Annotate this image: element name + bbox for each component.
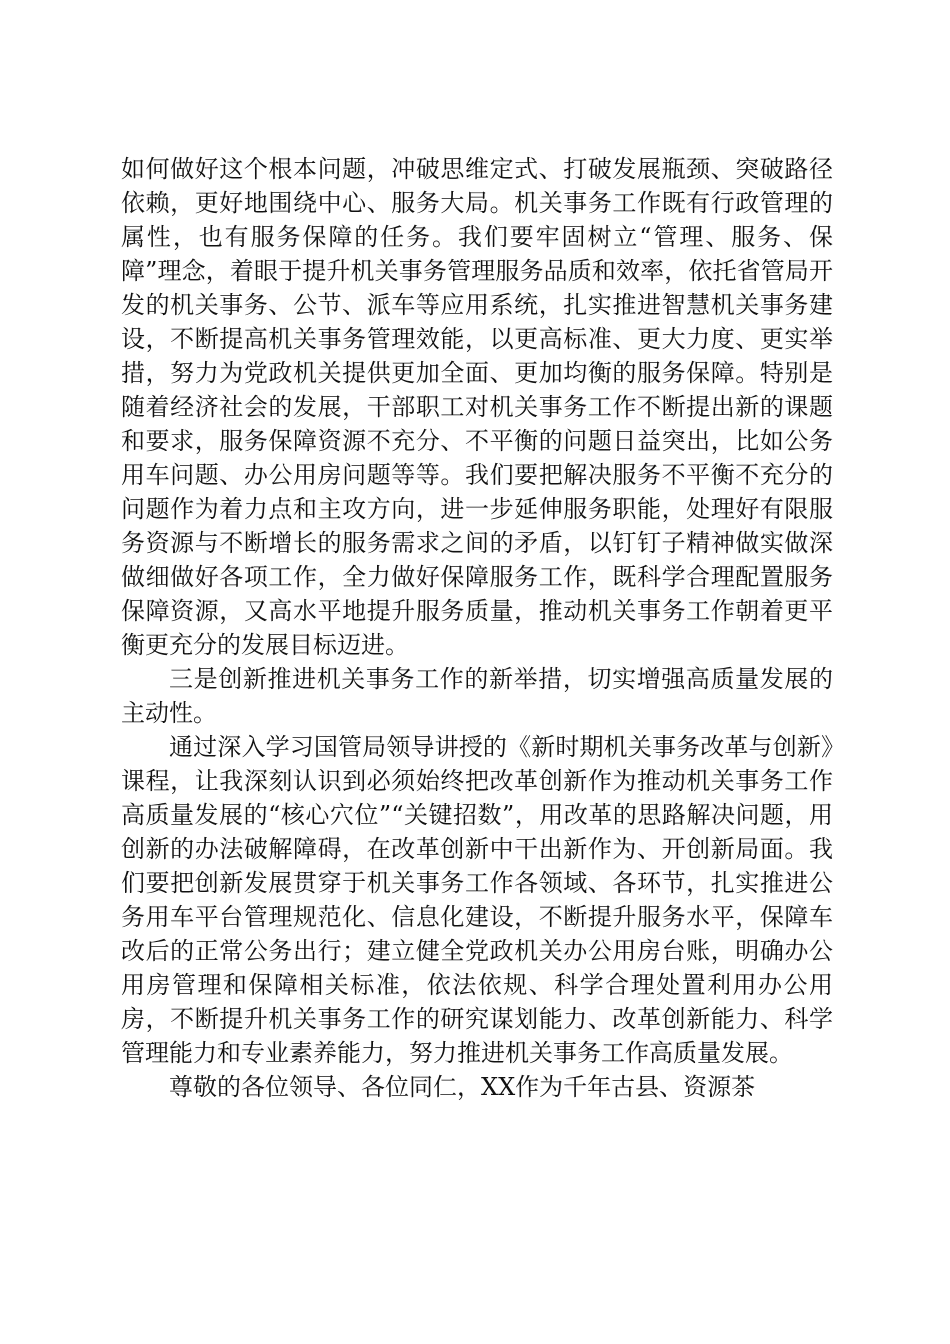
body-paragraph-continued: 如何做好这个根本问题，冲破思维定式、打破发展瓶颈、突破路径依赖，更好地围绕中心、服务大局。机关事务工作既有行政管理的属性，也有服务保障的任务。我们要牢固树立“管理、服务、保障”理念，着眼于提升机关事务管理服务品质和效率，依托省管局开发的机关事务、公节、派车等应用系统，扎实推进智慧机关事务建设，不断提高机关事务管理效能，以更高标准、更大力度、更实举措，努力为党政机关提供更加全面、更加均衡的服务保障。特别是随着经济社会的发展，干部职工对机关事务工作不断提出新的课题和要求，服务保障资源不充分、不平衡的问题日益突出，比如公务用车问题、办公用房问题等等。我们要把解决服务不平衡不充分的问题作为着力点和主攻方向，进一步延伸服务职能，处理好有限服务资源与不断增长的服务需求之间的矛盾，以钉钉子精神做实做深做细做好各项工作，全力做好保障服务工作，既科学合理配置服务保障资源，又高水平地提升服务质量，推动机关事务工作朝着更平衡更充分的发展目标迈进。: [121, 155, 833, 659]
body-paragraph-closing: 尊敬的各位领导、各位同仁，XX作为千年古县、资源茶: [169, 1073, 756, 1101]
document-body: [121, 152, 833, 1104]
section-heading-three: 三是创新推进机关事务工作的新举措，切实增强高质量发展的主动性。: [121, 665, 833, 727]
body-paragraph-innovation: 通过深入学习国管局领导讲授的《新时期机关事务改革与创新》课程，让我深刻认识到必须始终把改革创新作为推动机关事务工作高质量发展的“核心穴位”“关键招数”，用改革的思路解决问题，用创新的办法破解障碍，在改革创新中干出新作为、开创新局面。我们要把创新发展贯穿于机关事务工作各领域、各环节，扎实推进公务用车平台管理规范化、信息化建设，不断提升服务水平，保障车改后的正常公务出行；建立健全党政机关办公用房台账，明确办公用房管理和保障相关标准，依法依规、科学合理处置利用办公用房，不断提升机关事务工作的研究谋划能力、改革创新能力、科学管理能力和专业素养能力，努力推进机关事务工作高质量发展。: [121, 733, 833, 1067]
